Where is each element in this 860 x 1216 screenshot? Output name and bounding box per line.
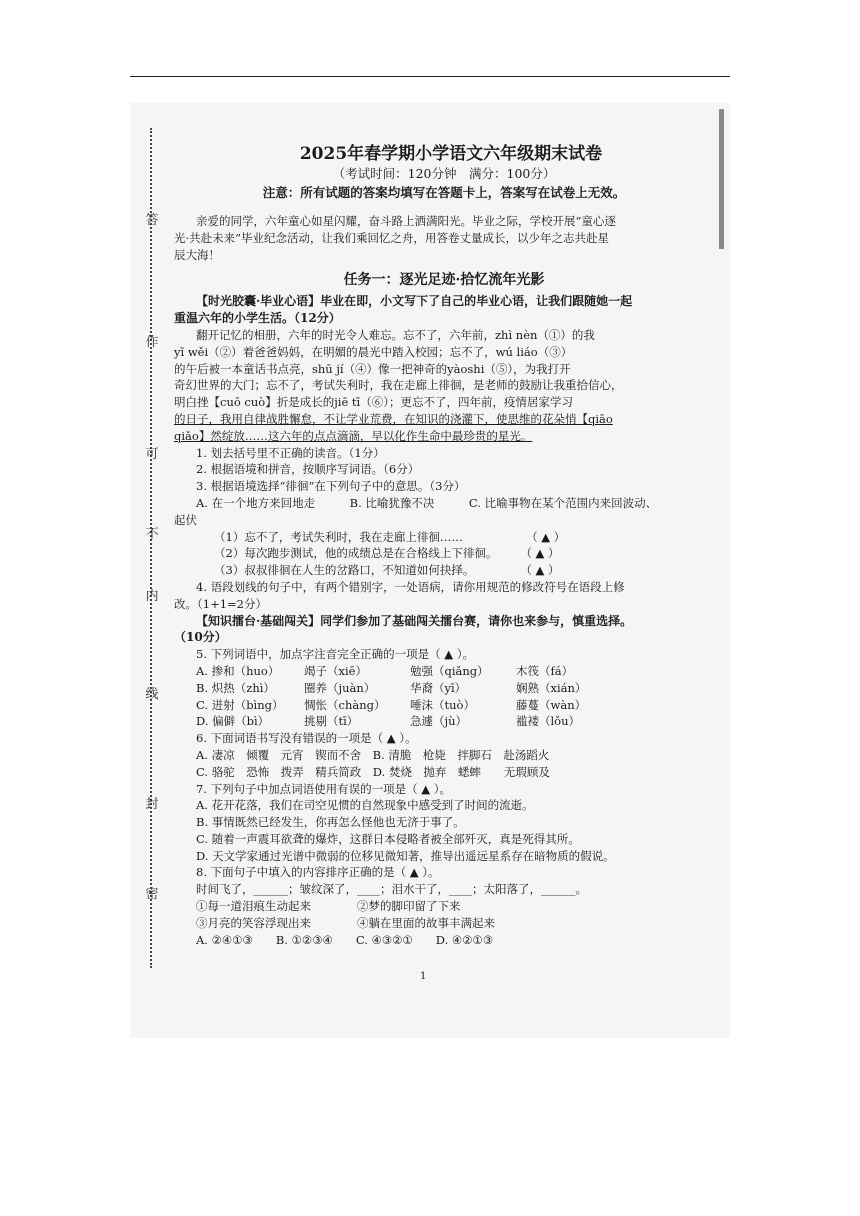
exam-content bbox=[174, 143, 714, 948]
choice: 竭子（xiē） bbox=[304, 663, 367, 678]
question-7-option: A. 花开花落，我们在司空见惯的自然现象中感受到了时间的流逝。 bbox=[196, 798, 534, 813]
scan-edge-shadow bbox=[719, 109, 724, 249]
passage-line: 奇幻世界的大门；忘不了，考试失利时，我在走廊上徘徊，是老师的鼓励让我重拾信心， bbox=[174, 378, 623, 393]
choice: 藤蔓（wàn） bbox=[516, 697, 587, 712]
choice: 木筏（fá） bbox=[516, 663, 574, 678]
intro-line: 亲爱的同学，六年童心如星闪耀，奋斗路上洒满阳光。毕业之际，学校开展“童心逐 bbox=[196, 214, 616, 228]
passage-line: 翻开记忆的相册，六年的时光令人难忘。忘不了，六年前，zhì nèn（①）的我 bbox=[196, 327, 595, 342]
margin-char: 内 bbox=[145, 589, 159, 604]
question-4-cont: 改。（1+1=2分） bbox=[174, 596, 267, 611]
page-number: 1 bbox=[420, 971, 427, 982]
passage-line-underlined: 的日子，我用自律战胜懈怠，不让学业荒费，在知识的浇灌下，使思维的花朵悄【qiāo bbox=[174, 411, 613, 426]
question-3-options: A. 在一个地方来回地走 B. 比喻犹豫不决 C. 比喻事物在某个范围内来回波动、 bbox=[196, 495, 658, 510]
margin-char: 封 bbox=[145, 797, 159, 812]
question-8: 8. 下面句子中填入的内容排序正确的是（ ▲ ）。 bbox=[196, 865, 440, 880]
choice: D. 偏僻（bì） bbox=[196, 714, 270, 729]
choice: 惆怅（chàng） bbox=[304, 697, 386, 712]
passage-line: 明白挫【cuō cuò】折是成长的jiē tī（⑥）；更忘不了，四年前，疫情居家学习 bbox=[174, 395, 573, 410]
margin-char: 不 bbox=[145, 527, 159, 542]
choice: 娴熟（xián） bbox=[516, 680, 587, 695]
choice: 挑剔（tī） bbox=[304, 714, 359, 729]
question-5-option-row bbox=[174, 713, 714, 730]
choice: 唾沫（tuò） bbox=[410, 697, 475, 712]
margin-char: 可 bbox=[145, 447, 159, 462]
section-heading: 【知识擂台·基础闯关】同学们参加了基础闯关擂台赛，请你也来参与，慎重选择。 bbox=[196, 613, 633, 628]
question-5-option-row bbox=[174, 663, 714, 680]
passage-line-underlined: qiǎo】然绽放……这六年的点点滴滴，早以化作生命中最珍贵的星光。 bbox=[174, 428, 533, 443]
margin-char: 线 bbox=[145, 687, 159, 702]
top-rule bbox=[130, 76, 730, 77]
question-8-item: ③月亮的笑容浮现出来 ④躺在里面的故事丰满起来 bbox=[196, 915, 495, 930]
exam-title: 2025年春学期小学语文六年级期末试卷 bbox=[299, 144, 603, 164]
scanned-exam-page bbox=[130, 103, 730, 1038]
choice: 勉强（qiǎng） bbox=[410, 663, 489, 678]
question-4: 4. 语段划线的句子中，有两个错别字，一处语病，请你用规范的修改符号在语段上修 bbox=[196, 579, 625, 594]
question-6-options: C. 骆驼 恐怖 拨弄 精兵简政 D. 焚烧 抛弃 蟋蟀 无瑕顾及 bbox=[196, 764, 550, 779]
margin-char: 密 bbox=[145, 887, 159, 902]
question-7-option: D. 天文学家通过光谱中微弱的位移见微知著，推导出遥远星系存在暗物质的假说。 bbox=[196, 848, 615, 863]
question-7-option: B. 事情既然已经发生，你再怎么怪他也无济于事了。 bbox=[196, 815, 465, 830]
choice: 圈养（juàn） bbox=[304, 680, 376, 695]
choice: 褴褛（lǒu） bbox=[516, 714, 581, 729]
question-8-sentence: 时间飞了，______；皱纹深了，____；泪水干了，____；太阳落了，______。 bbox=[196, 882, 587, 897]
question-5-option-row bbox=[174, 697, 714, 714]
question-3: 3. 根据语境选择“徘徊”在下列句子中的意思。（3分） bbox=[196, 479, 466, 494]
exam-notice: 注意：所有试题的答案均填写在答题卡上，答案写在试卷上无效。 bbox=[262, 185, 626, 200]
intro-line: 辰大海！ bbox=[174, 247, 220, 262]
exam-info: （考试时间：120分钟 满分：100分） bbox=[332, 166, 556, 181]
margin-char: 答 bbox=[145, 213, 159, 228]
question-7-option: C. 随着一声震耳欲聋的爆炸，这群日本侵略者被全部歼灭，真是死得其所。 bbox=[196, 831, 580, 846]
section-heading: 【时光胶囊·毕业心语】毕业在即，小文写下了自己的毕业心语，让我们跟随她一起 bbox=[196, 294, 633, 309]
question-5: 5. 下列词语中，加点字注音完全正确的一项是（ ▲ ）。 bbox=[196, 647, 475, 662]
margin-char: 作 bbox=[145, 335, 159, 350]
question-2: 2. 根据语境和拼音，按顺序写词语。（6分） bbox=[196, 462, 420, 477]
choice: 华裔（yī） bbox=[410, 680, 467, 695]
question-3-item: （3）叔叔徘徊在人生的岔路口，不知道如何抉择。 （ ▲ ） bbox=[214, 563, 560, 578]
question-6-options: A. 凄凉 倾覆 元宵 锲而不舍 B. 清脆 枪毙 拌脚石 赴汤蹈火 bbox=[196, 747, 550, 762]
choice: A. 掺和（huo） bbox=[196, 663, 280, 678]
intro-line: 光·共赴未来”毕业纪念活动，让我们乘回忆之舟，用答卷丈量成长，以少年之志共赴星 bbox=[174, 230, 610, 245]
question-7: 7. 下列句子中加点词语使用有误的一项是（ ▲ ）。 bbox=[196, 781, 452, 796]
choice: B. 炽热（zhì） bbox=[196, 680, 275, 695]
passage-line: yī wěi（②）着爸爸妈妈，在明媚的晨光中踏入校园；忘不了，wú liáo（③） bbox=[174, 344, 573, 359]
question-3-item: （2）每次跑步测试，他的成绩总是在合格线上下徘徊。 （ ▲ ） bbox=[214, 546, 560, 561]
question-5-option-row bbox=[174, 680, 714, 697]
question-1: 1. 划去括号里不正确的读音。（1分） bbox=[196, 445, 385, 460]
section-heading: （10分） bbox=[174, 630, 227, 645]
question-8-item: ①每一道泪痕生动起来 ②梦的脚印留了下来 bbox=[196, 899, 461, 914]
choice: 急遽（jù） bbox=[410, 714, 467, 729]
binding-margin-dotted-line bbox=[150, 128, 164, 968]
question-6: 6. 下面词语书写没有错误的一项是（ ▲ ）。 bbox=[196, 731, 417, 746]
question-8-options: A. ②④①③ B. ①②③④ C. ④③②① D. ④②①③ bbox=[196, 932, 494, 947]
passage-line: 的午后被一本童话书点亮，shū jí（④）像一把神奇的yàoshi（⑤），为我打开 bbox=[174, 361, 571, 376]
choice: C. 迸射（bìng） bbox=[196, 697, 284, 712]
question-3-options-cont: 起伏 bbox=[174, 512, 197, 527]
task1-heading: 任务一：逐光足迹·拾忆流年光影 bbox=[343, 272, 545, 289]
section-heading: 重温六年的小学生活。（12分） bbox=[174, 311, 341, 326]
question-3-item: （1）忘不了，考试失利时，我在走廊上徘徊…… （ ▲ ） bbox=[214, 529, 566, 544]
